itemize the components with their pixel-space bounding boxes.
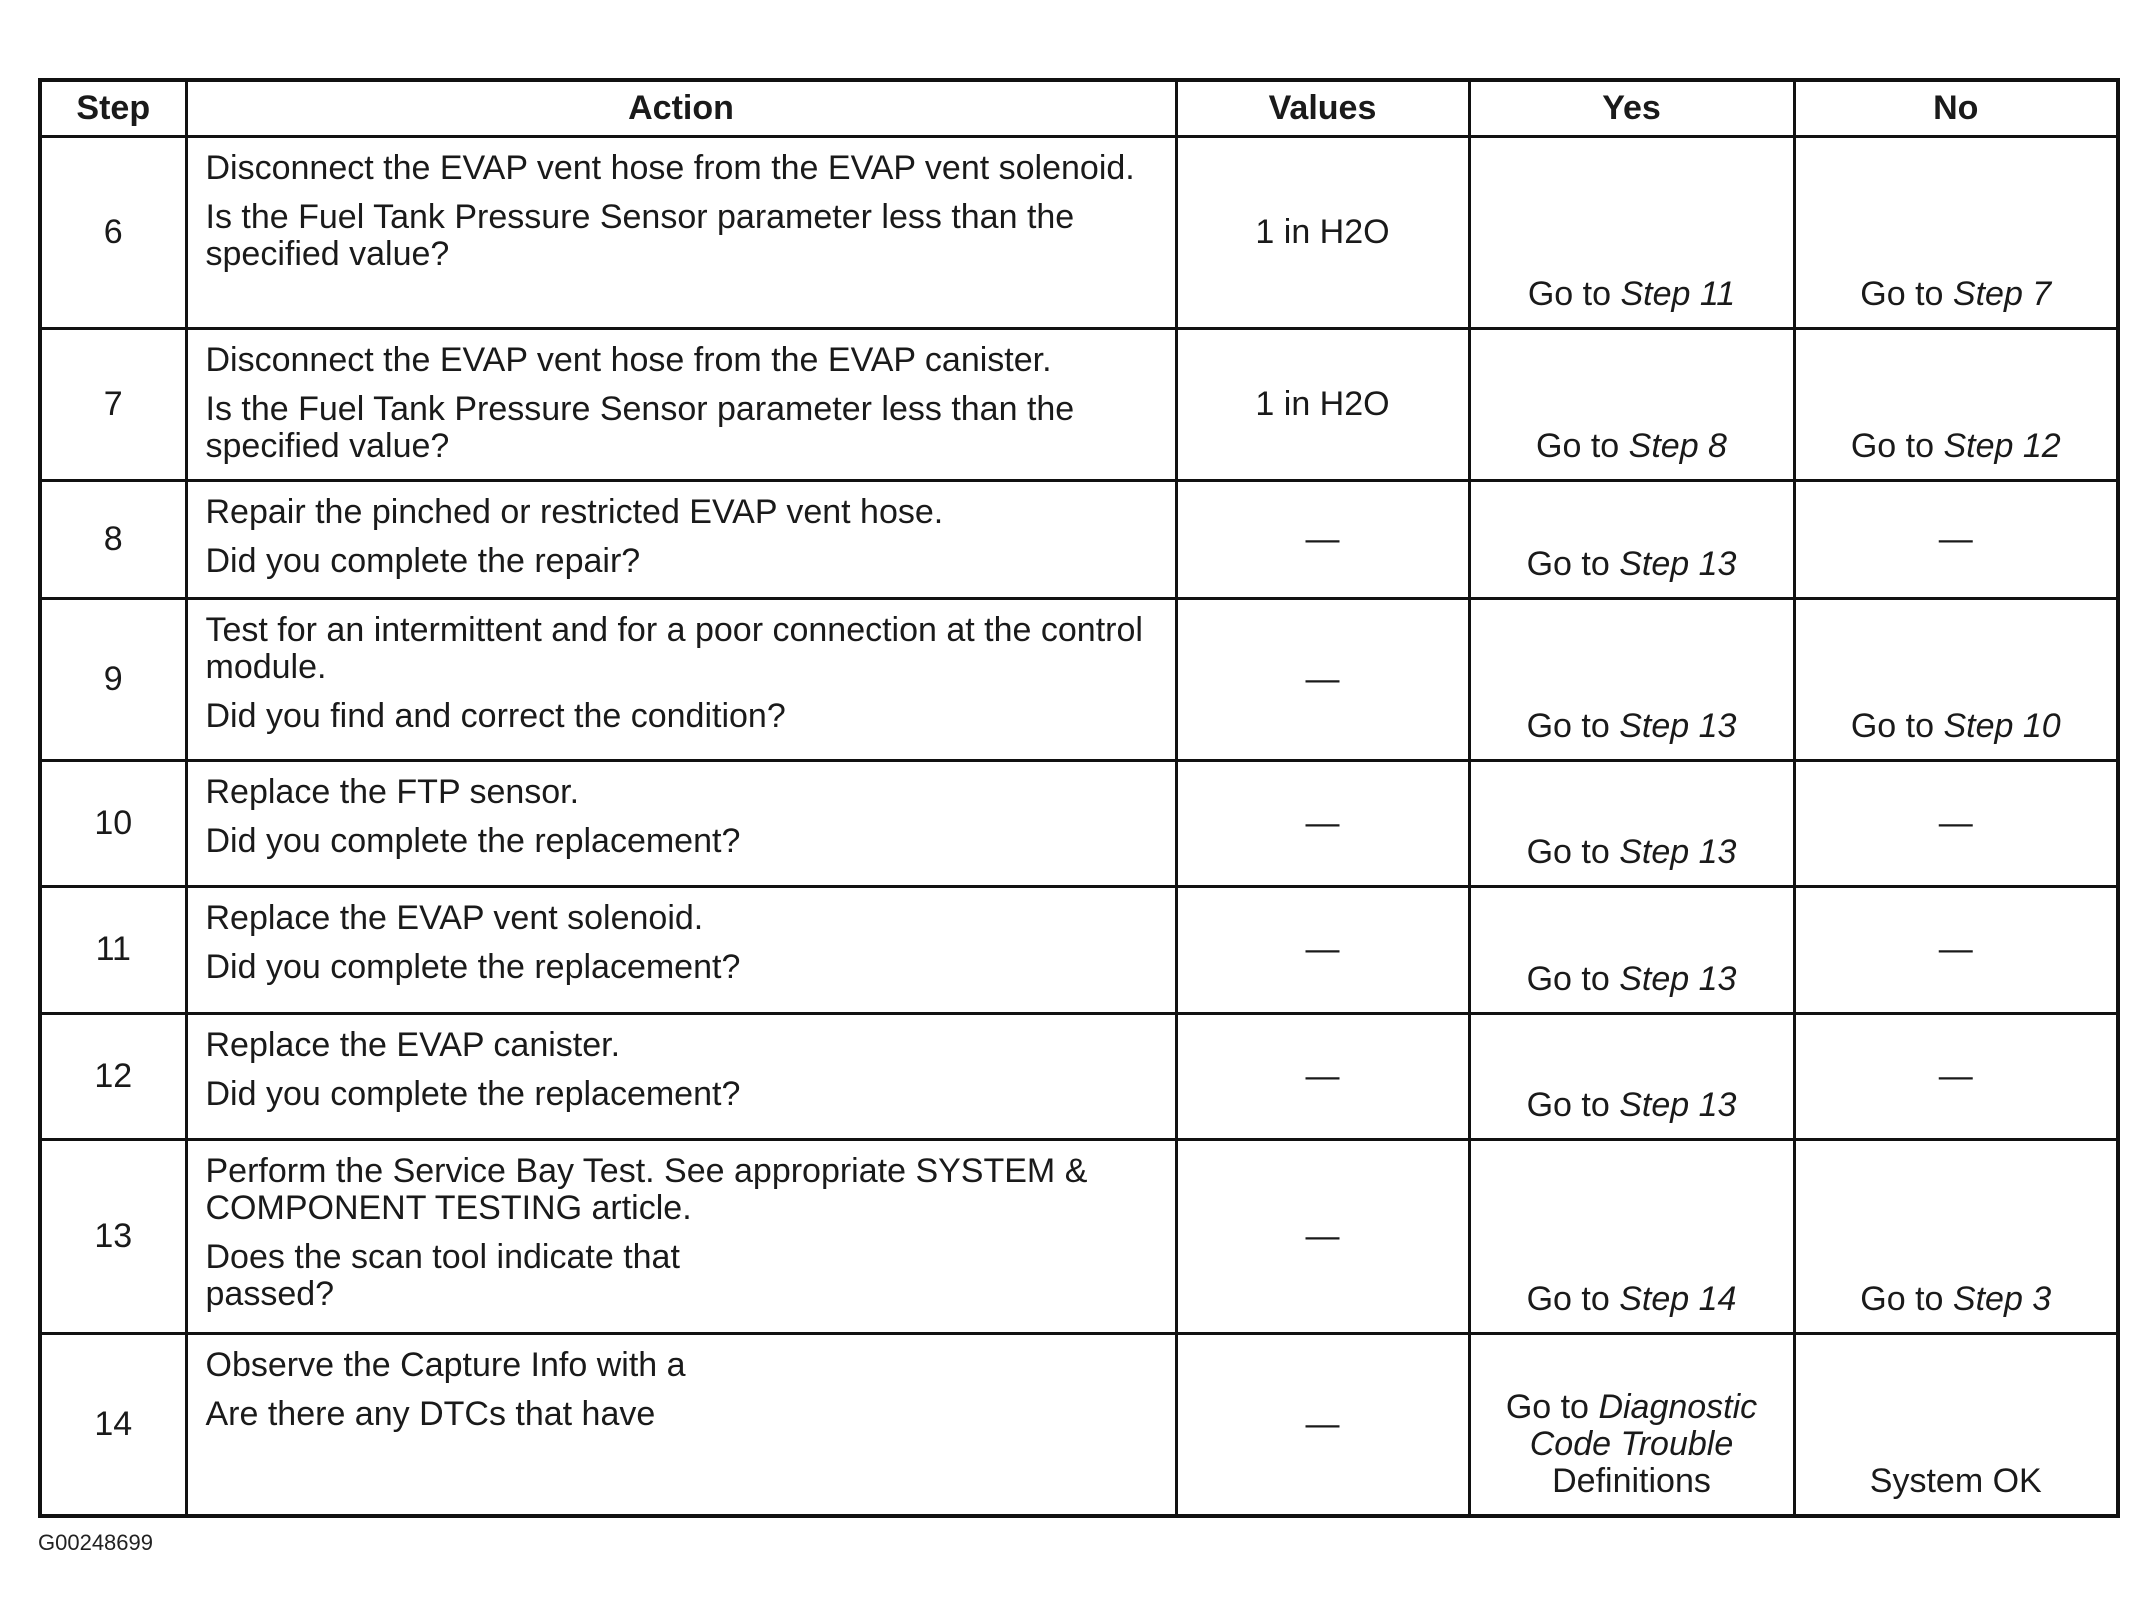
yes-cell xyxy=(1469,480,1794,598)
no-step-ref: Step 10 xyxy=(1943,706,2061,745)
diagnostic-table-frame xyxy=(38,78,2116,1516)
no-cell: System OK xyxy=(1794,1333,2118,1516)
action-instruction: Disconnect the EVAP vent hose from the EVAP canister. xyxy=(205,340,1052,379)
step-number: 12 xyxy=(40,1013,186,1139)
table-row xyxy=(40,1139,2118,1333)
header-values: Values xyxy=(1176,80,1469,136)
step-number: 14 xyxy=(40,1333,186,1516)
goto-text: Go to xyxy=(1850,706,1934,745)
action-question: Did you complete the replacement? xyxy=(205,1074,741,1113)
no-cell xyxy=(1794,328,2118,480)
header-row xyxy=(40,80,2118,136)
no-cell xyxy=(1794,136,2118,328)
action-cell xyxy=(186,328,1176,480)
table-row xyxy=(40,480,2118,598)
action-question: Did you complete the repair? xyxy=(205,541,641,580)
value-cell: — xyxy=(1176,1139,1469,1333)
action-instruction: Replace the FTP sensor. xyxy=(205,772,580,811)
action-instruction: Repair the pinched or restricted EVAP vent hose. xyxy=(205,492,944,531)
action-instruction: Replace the EVAP vent solenoid. xyxy=(205,898,704,937)
table-row xyxy=(40,1013,2118,1139)
action-question: Did you complete the replacement? xyxy=(205,947,741,986)
yes-cell xyxy=(1469,886,1794,1013)
yes-step-ref: Step 14 xyxy=(1619,1279,1737,1318)
goto-text: Go to xyxy=(1536,426,1620,465)
table-row xyxy=(40,136,2118,328)
step-number: 7 xyxy=(40,328,186,480)
action-question: Did you complete the replacement? xyxy=(205,821,741,860)
action-cell xyxy=(186,886,1176,1013)
yes-step-ref: Step 13 xyxy=(1619,959,1737,998)
yes-cell xyxy=(1469,760,1794,886)
goto-text: Go to xyxy=(1526,832,1610,871)
action-question: Is the Fuel Tank Pressure Sensor parameter less than the specified value? xyxy=(205,389,1075,465)
action-cell xyxy=(186,480,1176,598)
step-number: 13 xyxy=(40,1139,186,1333)
step-number: 8 xyxy=(40,480,186,598)
action-question: Did you find and correct the condition? xyxy=(205,696,786,735)
header-no: No xyxy=(1794,80,2118,136)
action-cell xyxy=(186,1139,1176,1333)
value-cell: — xyxy=(1176,1013,1469,1139)
goto-text: Go to xyxy=(1526,544,1610,583)
value-cell: — xyxy=(1176,598,1469,760)
action-cell xyxy=(186,598,1176,760)
action-instruction: Disconnect the EVAP vent hose from the EVAP vent solenoid. xyxy=(205,148,1135,187)
value-cell: — xyxy=(1176,1333,1469,1516)
goto-text: Go to xyxy=(1526,706,1610,745)
table-row xyxy=(40,328,2118,480)
yes-step-ref: Step 13 xyxy=(1619,544,1737,583)
yes-cell xyxy=(1469,136,1794,328)
no-step-ref: Step 12 xyxy=(1943,426,2061,465)
no-cell: — xyxy=(1794,1013,2118,1139)
no-step-ref: Step 7 xyxy=(1952,274,2052,313)
step-number: 11 xyxy=(40,886,186,1013)
yes-step-ref: Step 13 xyxy=(1619,1085,1737,1124)
table-row xyxy=(40,886,2118,1013)
header-action: Action xyxy=(186,80,1176,136)
goto-text: Go to xyxy=(1860,1279,1944,1318)
action-question: Does the scan tool indicate that passed? xyxy=(205,1237,680,1313)
goto-text: Go to xyxy=(1505,1388,1589,1426)
yes-ref-line1: Diagnostic xyxy=(1598,1388,1758,1426)
no-cell xyxy=(1794,1139,2118,1333)
value-cell: 1 in H2O xyxy=(1176,136,1469,328)
action-cell xyxy=(186,1013,1176,1139)
figure-code: G00248699 xyxy=(38,1530,153,1555)
goto-text: Go to xyxy=(1526,1085,1610,1124)
goto-text: Go to xyxy=(1860,274,1944,313)
step-number: 6 xyxy=(40,136,186,328)
no-cell xyxy=(1794,598,2118,760)
step-number: 10 xyxy=(40,760,186,886)
yes-cell xyxy=(1469,1139,1794,1333)
action-cell xyxy=(186,760,1176,886)
table-row xyxy=(40,1333,2118,1516)
goto-text: Go to xyxy=(1526,1279,1610,1318)
goto-text: Go to xyxy=(1526,959,1610,998)
header-yes: Yes xyxy=(1469,80,1794,136)
goto-text: Go to xyxy=(1527,274,1612,313)
action-cell xyxy=(186,136,1176,328)
yes-cell xyxy=(1469,1013,1794,1139)
action-instruction: Perform the Service Bay Test. See appropriate SYSTEM & COMPONENT TESTING article. xyxy=(205,1151,1088,1227)
yes-diagnostic-ref xyxy=(1506,1389,1757,1500)
yes-step-ref: Step 13 xyxy=(1619,706,1737,745)
goto-text: Go to xyxy=(1850,426,1934,465)
action-question: Are there any DTCs that have xyxy=(205,1394,656,1433)
action-question: Is the Fuel Tank Pressure Sensor parameter less than the specified value? xyxy=(205,197,1075,273)
action-instruction: Observe the Capture Info with a xyxy=(205,1345,686,1384)
no-cell: — xyxy=(1794,886,2118,1013)
yes-step-ref: Step 8 xyxy=(1628,426,1727,465)
yes-cell xyxy=(1469,328,1794,480)
action-instruction: Test for an intermittent and for a poor connection at the control module. xyxy=(205,610,1143,686)
yes-step-ref: Step 13 xyxy=(1619,832,1737,871)
value-cell: — xyxy=(1176,480,1469,598)
header-step: Step xyxy=(40,80,186,136)
step-number: 9 xyxy=(40,598,186,760)
no-step-ref: Step 3 xyxy=(1952,1279,2052,1318)
table-row xyxy=(40,598,2118,760)
no-cell: — xyxy=(1794,480,2118,598)
yes-step-ref: Step 11 xyxy=(1620,274,1736,313)
action-instruction: Replace the EVAP canister. xyxy=(205,1025,621,1064)
value-cell: — xyxy=(1176,760,1469,886)
yes-cell xyxy=(1469,1333,1794,1516)
action-cell xyxy=(186,1333,1176,1516)
diagnostic-table xyxy=(38,78,2120,1518)
value-cell: — xyxy=(1176,886,1469,1013)
yes-ref-line2: Code Trouble xyxy=(1529,1425,1734,1463)
yes-ref-line3: Definitions xyxy=(1552,1462,1711,1500)
no-cell: — xyxy=(1794,760,2118,886)
yes-cell xyxy=(1469,598,1794,760)
table-row xyxy=(40,760,2118,886)
value-cell: 1 in H2O xyxy=(1176,328,1469,480)
